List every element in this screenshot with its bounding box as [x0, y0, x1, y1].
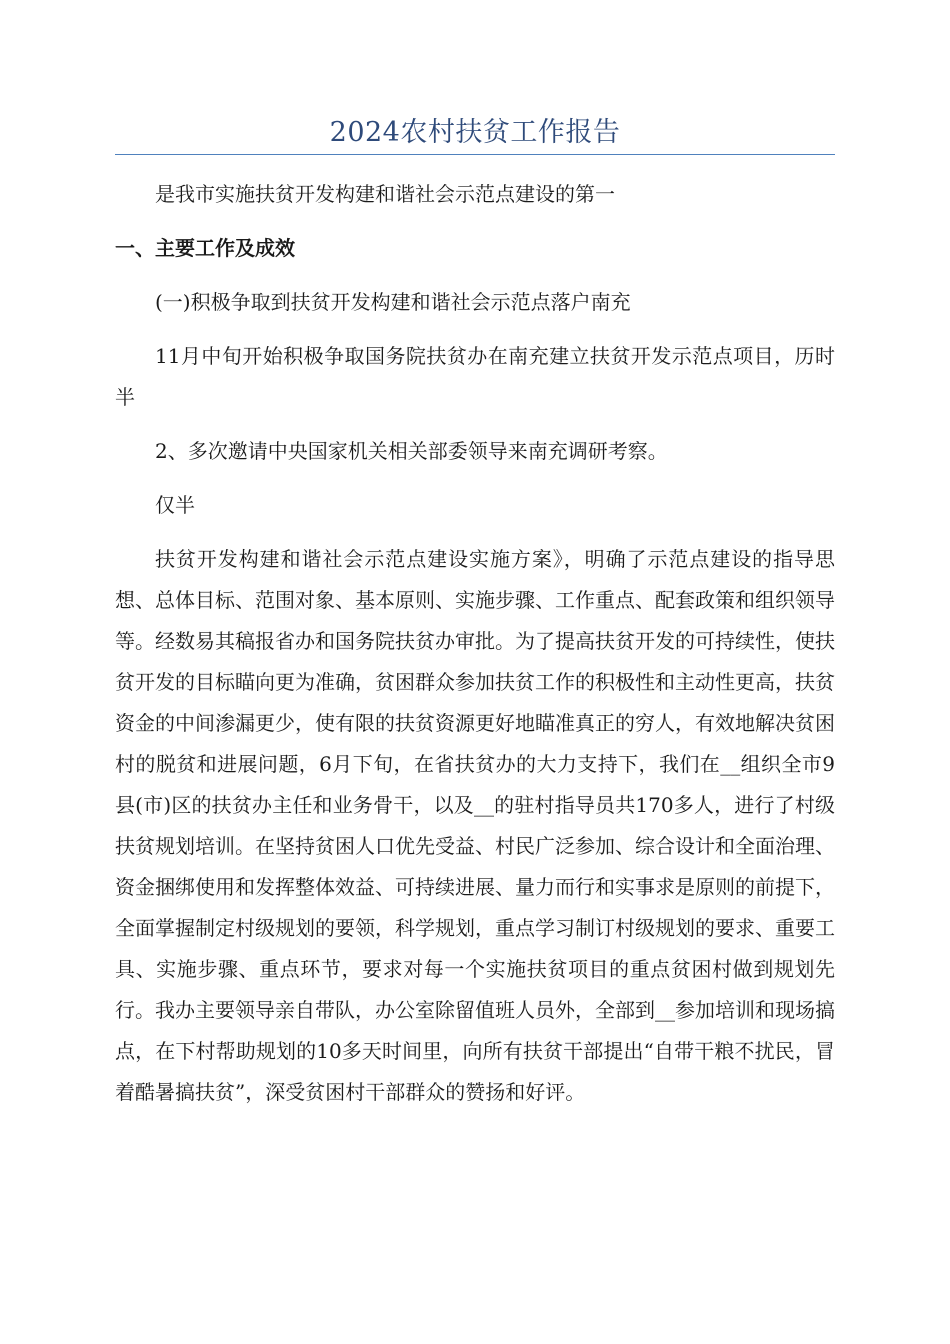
paragraph-invitation: 2、多次邀请中央国家机关相关部委领导来南充调研考察。	[155, 439, 668, 463]
paragraph-plan-details: 扶贫开发构建和谐社会示范点建设实施方案》，明确了示范点建设的指导思想、总体目标、范围对象、基本原则、实施步骤、工作重点、配套政策和组织领导等。经数易其稿报省办和国务院扶贫办审批。为了提高扶贫开发的可持续性，使扶贫开发的目标瞄向更为准确，贫困群众参加扶贫工作的积极性和主动性更高，扶贫资金的中间渗漏更少，使有限的扶贫资源更好地瞄准真正的穷人，有效地解决贫困村的脱贫和进展问题，6月下旬，在省扶贫办的大力支持下，我们在__组织全市9县(市)区的扶贫办主任和业务骨干，以及__的驻村指导员共170多人，进行了村级扶贫规划培训。在坚持贫困人口优先受益、村民广泛参加、综合设计和全面治理、资金捆绑使用和发挥整体效益、可持续进展、量力而行和实事求是原则的前提下，全面掌握制定村级规划的要领，科学规划，重点学习制订村级规划的要求、重要工具、实施步骤、重点环节，要求对每一个实施扶贫项目的重点贫困村做到规划先行。我办主要领导亲自带队，办公室除留值班人员外，全部到__参加培训和现场搞点，在下村帮助规划的10多天时间里，向所有扶贫干部提出“自带干粮不扰民，冒着酷暑搞扶贫”，深受贫困村干部群众的赞扬和好评。	[115, 547, 835, 1104]
paragraph-intro: 是我市实施扶贫开发构建和谐社会示范点建设的第一	[155, 182, 615, 206]
document-title: 2024农村扶贫工作报告	[329, 117, 621, 148]
title-underline	[115, 154, 835, 155]
section-heading: 一、主要工作及成效	[115, 236, 295, 260]
paragraph-fragment: 仅半	[155, 493, 195, 517]
paragraph-november: 11月中旬开始积极争取国务院扶贫办在南充建立扶贫开发示范点项目，历时半	[115, 344, 835, 409]
document-body	[115, 174, 835, 1113]
subsection-heading: (一)积极争取到扶贫开发构建和谐社会示范点落户南充	[155, 290, 631, 314]
